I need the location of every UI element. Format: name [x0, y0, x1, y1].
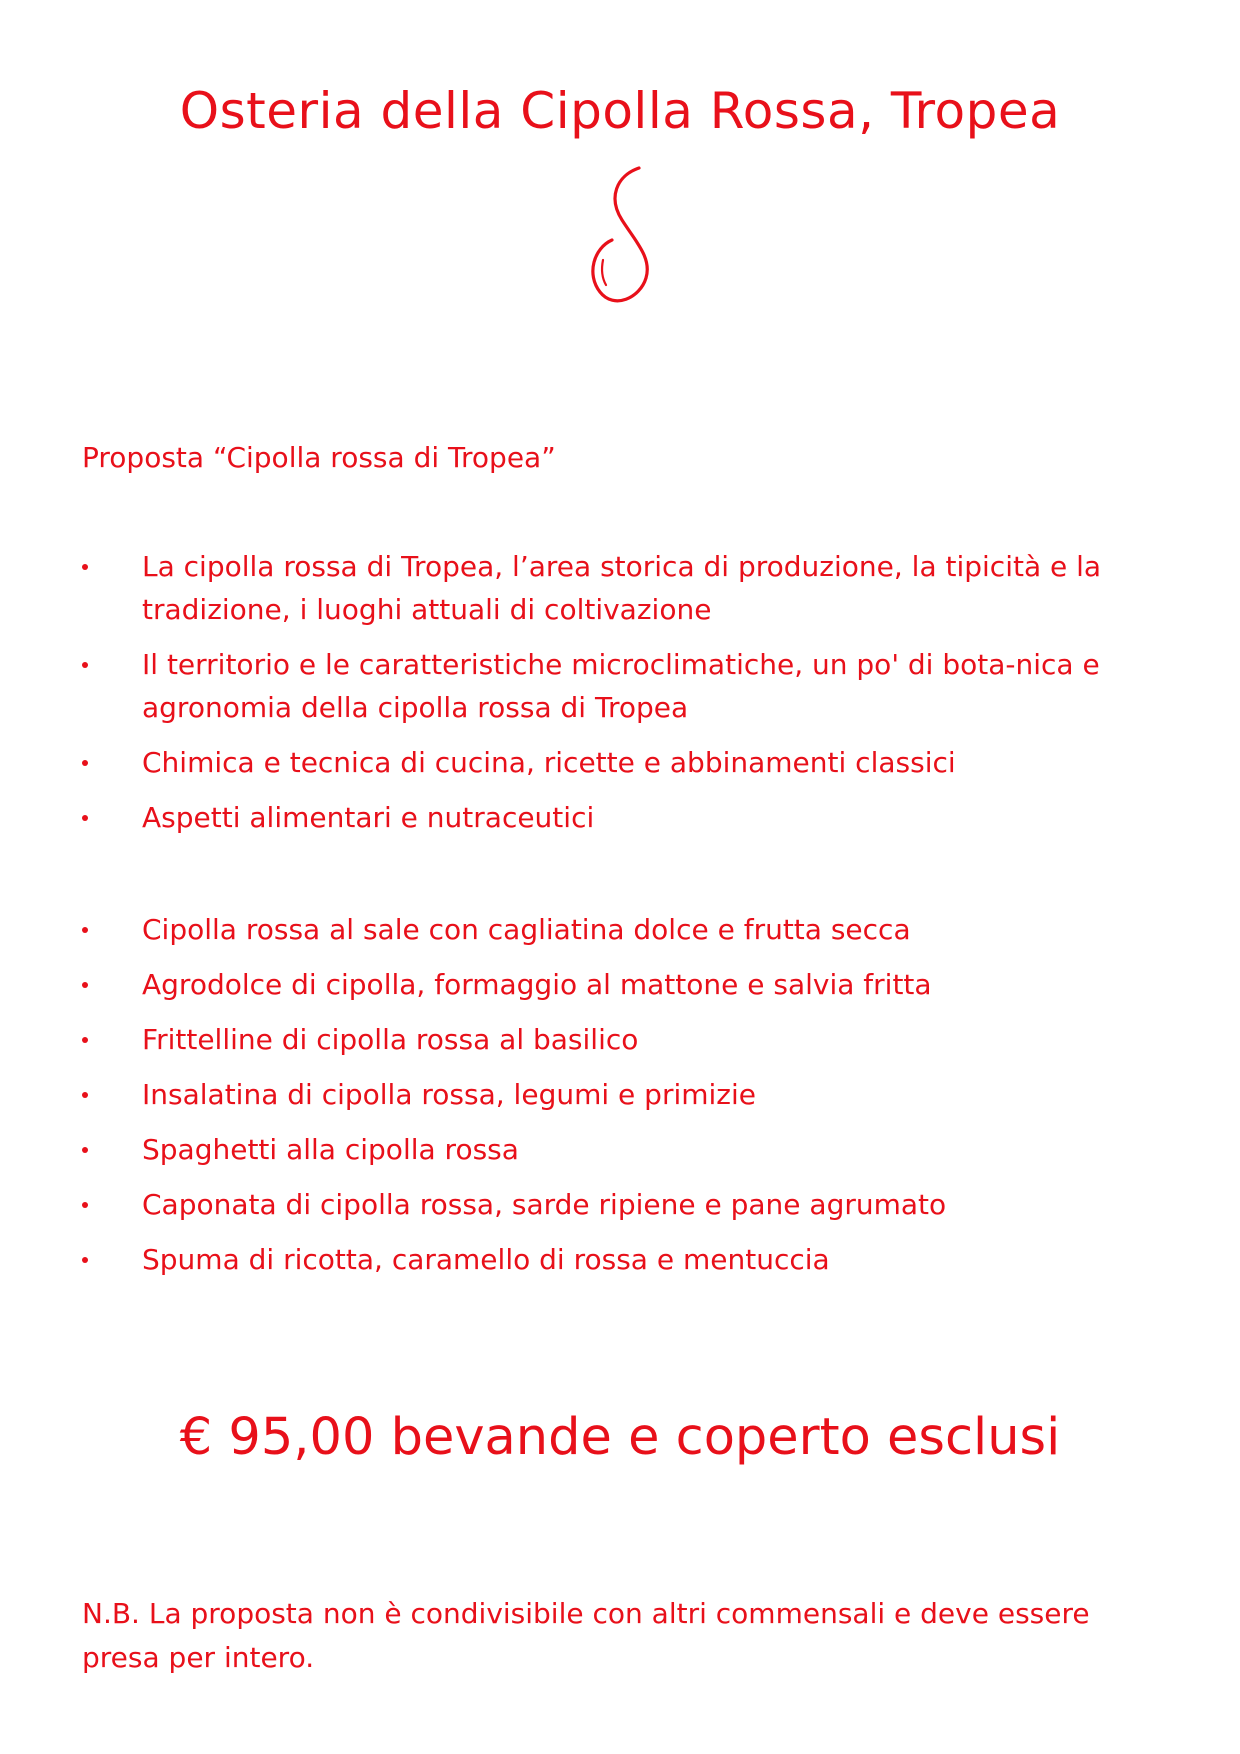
list-item-text: Chimica e tecnica di cucina, ricette e abbinamenti classici [142, 746, 956, 779]
dishes-list [82, 908, 1162, 1281]
list-item-text: Il territorio e le caratteristiche microclimatiche, un po' di bota-nica e agronomia della cipolla rossa di Tropea [142, 648, 1100, 724]
bullet-icon [82, 1037, 88, 1043]
list-item-text: La cipolla rossa di Tropea, l’area storica di produzione, la tipicità e la tradizione, i luoghi attuali di coltivazione [142, 550, 1102, 626]
list-item-text: Cipolla rossa al sale con cagliatina dolce e frutta secca [142, 913, 911, 946]
onion-drop-logo-icon [578, 160, 668, 320]
bullet-icon [82, 927, 88, 933]
list-item [82, 741, 1162, 784]
list-item [82, 1018, 1162, 1061]
bullet-icon [82, 1257, 88, 1263]
list-item [82, 1073, 1162, 1116]
bullet-icon [82, 982, 88, 988]
bullet-icon [82, 564, 88, 570]
topics-list [82, 545, 1162, 839]
price-line: € 95,00 bevande e coperto esclusi [179, 1408, 1061, 1467]
bullet-icon [82, 1092, 88, 1098]
list-item-text: Frittelline di cipolla rossa al basilico [142, 1023, 639, 1056]
bullet-icon [82, 662, 88, 668]
proposal-heading: Proposta “Cipolla rossa di Tropea” [82, 441, 556, 474]
list-item-text: Aspetti alimentari e nutraceutici [142, 801, 595, 834]
list-item-text: Insalatina di cipolla rossa, legumi e primizie [142, 1078, 756, 1111]
list-item [82, 796, 1162, 839]
list-item [82, 1183, 1162, 1226]
list-item [82, 963, 1162, 1006]
bullet-icon [82, 760, 88, 766]
bullet-icon [82, 815, 88, 821]
footnote: N.B. La proposta non è condivisibile con altri commensali e deve essere presa per intero. [82, 1597, 1090, 1674]
list-item [82, 1128, 1162, 1171]
list-item [82, 545, 1162, 631]
list-item [82, 643, 1162, 729]
list-item-text: Spaghetti alla cipolla rossa [142, 1133, 519, 1166]
list-item-text: Spuma di ricotta, caramello di rossa e mentuccia [142, 1243, 830, 1276]
list-item [82, 1238, 1162, 1281]
list-item-text: Caponata di cipolla rossa, sarde ripiene e pane agrumato [142, 1188, 947, 1221]
list-item [82, 908, 1162, 951]
page-title: Osteria della Cipolla Rossa, Tropea [179, 82, 1061, 140]
list-item-text: Agrodolce di cipolla, formaggio al mattone e salvia fritta [142, 968, 932, 1001]
bullet-icon [82, 1202, 88, 1208]
bullet-icon [82, 1147, 88, 1153]
